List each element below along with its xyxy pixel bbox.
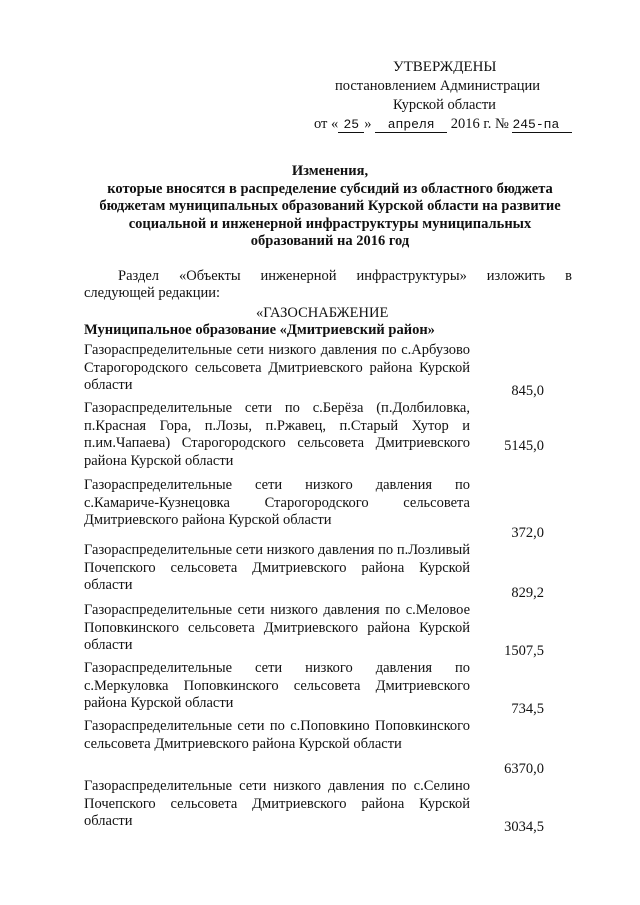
section-heading: «ГАЗОСНАБЖЕНИЕ <box>256 305 389 321</box>
approval-title: УТВЕРЖДЕНЫ <box>393 59 497 75</box>
list-item <box>84 477 564 542</box>
item-amount: 6370,0 <box>504 760 544 777</box>
intro-word: в <box>565 268 572 284</box>
approval-line-3: Курской области <box>393 97 496 113</box>
title-line: образований на 2016 год <box>250 233 410 249</box>
title-line: бюджетам муниципальных образований Курской области на развитие <box>99 198 561 214</box>
list-item <box>84 342 564 400</box>
item-amount: 372,0 <box>511 524 544 541</box>
document-title <box>60 163 600 251</box>
intro-word: изложить <box>486 268 546 284</box>
item-amount: 1507,5 <box>504 642 544 659</box>
approval-stamp <box>300 58 600 134</box>
intro-paragraph <box>84 268 572 302</box>
item-description: Газораспределительные сети низкого давления по с.Арбузово Старогородского сельсовета Дмитриевского района Курской области <box>84 342 470 393</box>
item-description: Газораспределительные сети низкого давления по п.Лозливый Почепского сельсовета Дмитриевского района Курской области <box>84 542 470 593</box>
date-day: 25 <box>338 118 364 133</box>
date-prefix: от « <box>314 116 339 132</box>
intro-word: Раздел <box>118 268 160 284</box>
date-month: апреля <box>375 118 447 133</box>
document-number: 245-па <box>512 118 572 133</box>
intro-line-1 <box>84 268 572 285</box>
intro-line-2: следующей редакции: <box>84 285 221 301</box>
item-description: Газораспределительные сети низкого давления по с.Меркуловка Поповкинского сельсовета Дмитриевского района Курской области <box>84 660 470 711</box>
intro-word: инженерной <box>260 268 337 284</box>
title-line: Изменения, <box>291 163 369 179</box>
approval-date-line <box>314 115 600 134</box>
item-amount: 829,2 <box>511 584 544 601</box>
list-item <box>84 660 564 718</box>
item-description: Газораспределительные сети по с.Берёза (п.Долбиловка, п.Красная Гора, п.Лозы, п.Ржавец, п.Старый Хутор и п.им.Чапаева) Старогородского сельсовета Дмитриевского района Курской области <box>84 400 470 469</box>
date-year: 2016 г. № <box>450 116 509 132</box>
approval-line-2: постановлением Администрации <box>335 78 541 94</box>
municipality-heading: Муниципальное образование «Дмитриевский район» <box>84 322 435 338</box>
list-item <box>84 542 564 602</box>
item-description: Газораспределительные сети по с.Поповкино Поповкинского сельсовета Дмитриевского района Курской области <box>84 718 470 752</box>
intro-word: «Объекты <box>178 268 241 284</box>
item-amount: 3034,5 <box>504 818 544 835</box>
list-item <box>84 602 564 660</box>
item-description: Газораспределительные сети низкого давления по с.Камаричe-Кузнецовка Старогородского сельсовета Дмитриевского района Курской области <box>84 477 470 528</box>
item-description: Газораспределительные сети низкого давления по с.Меловое Поповкинского сельсовета Дмитриевского района Курской области <box>84 602 470 653</box>
item-amount: 845,0 <box>511 382 544 399</box>
list-item <box>84 718 564 778</box>
objects-list <box>84 342 564 836</box>
item-description: Газораспределительные сети низкого давления по с.Селино Почепского сельсовета Дмитриевского района Курской области <box>84 778 470 829</box>
title-line: которые вносятся в распределение субсидий из областного бюджета <box>107 180 553 197</box>
item-amount: 734,5 <box>511 700 544 717</box>
list-item <box>84 400 564 477</box>
item-amount: 5145,0 <box>504 437 544 454</box>
title-line: социальной и инженерной инфраструктуры муниципальных <box>128 215 532 232</box>
date-mid: » <box>364 116 372 132</box>
list-item <box>84 778 564 836</box>
intro-word: инфраструктуры» <box>356 268 467 284</box>
